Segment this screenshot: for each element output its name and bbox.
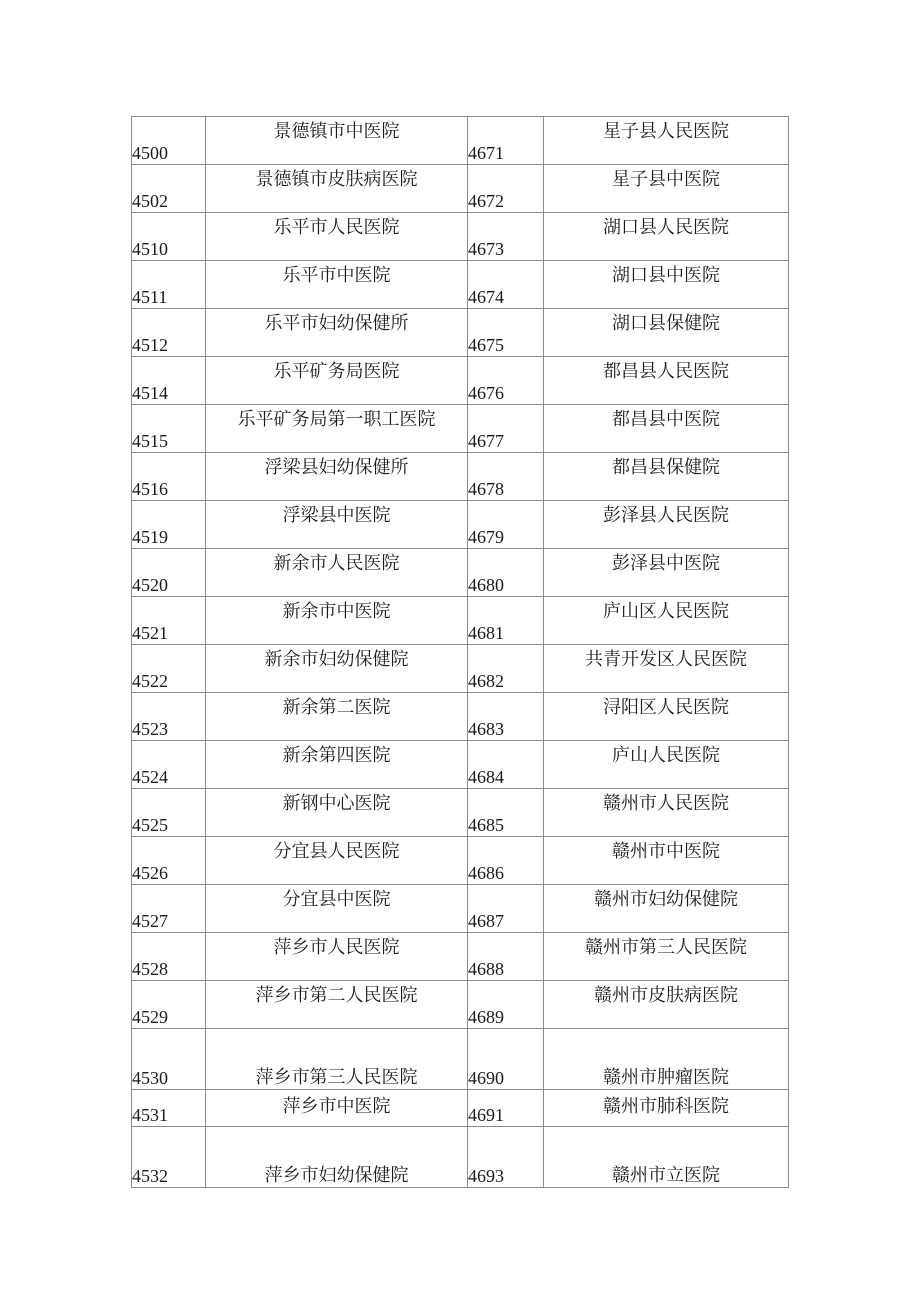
hospital-code: 4520 <box>132 549 206 597</box>
hospital-name: 景德镇市皮肤病医院 <box>206 165 468 213</box>
table-row <box>132 261 789 309</box>
table-body <box>132 117 789 1188</box>
hospital-name: 赣州市妇幼保健院 <box>544 885 789 933</box>
hospital-name: 分宜县人民医院 <box>206 837 468 885</box>
hospital-name: 共青开发区人民医院 <box>544 645 789 693</box>
table-row <box>132 933 789 981</box>
hospital-name: 景德镇市中医院 <box>206 117 468 165</box>
table-row <box>132 1090 789 1127</box>
hospital-name: 萍乡市第二人民医院 <box>206 981 468 1029</box>
table-row <box>132 597 789 645</box>
hospital-code-table <box>131 116 789 1188</box>
hospital-name: 分宜县中医院 <box>206 885 468 933</box>
hospital-code: 4522 <box>132 645 206 693</box>
table-row <box>132 357 789 405</box>
hospital-name: 新余第四医院 <box>206 741 468 789</box>
hospital-code: 4687 <box>468 885 544 933</box>
hospital-name: 浔阳区人民医院 <box>544 693 789 741</box>
hospital-code: 4679 <box>468 501 544 549</box>
hospital-code: 4527 <box>132 885 206 933</box>
table-row <box>132 165 789 213</box>
table-row <box>132 405 789 453</box>
table-row <box>132 741 789 789</box>
hospital-code: 4681 <box>468 597 544 645</box>
hospital-name: 新余第二医院 <box>206 693 468 741</box>
hospital-code: 4690 <box>468 1029 544 1090</box>
table-row <box>132 885 789 933</box>
hospital-code: 4689 <box>468 981 544 1029</box>
hospital-name: 庐山区人民医院 <box>544 597 789 645</box>
hospital-code: 4511 <box>132 261 206 309</box>
hospital-name: 乐平矿务局医院 <box>206 357 468 405</box>
hospital-name: 新余市妇幼保健院 <box>206 645 468 693</box>
hospital-code: 4521 <box>132 597 206 645</box>
hospital-code: 4684 <box>468 741 544 789</box>
hospital-code: 4526 <box>132 837 206 885</box>
hospital-code: 4686 <box>468 837 544 885</box>
hospital-name: 赣州市立医院 <box>544 1127 789 1188</box>
hospital-code: 4674 <box>468 261 544 309</box>
table-row <box>132 693 789 741</box>
hospital-code: 4528 <box>132 933 206 981</box>
table-row <box>132 213 789 261</box>
hospital-code: 4514 <box>132 357 206 405</box>
hospital-code: 4524 <box>132 741 206 789</box>
hospital-name: 乐平市人民医院 <box>206 213 468 261</box>
hospital-name: 新余市中医院 <box>206 597 468 645</box>
hospital-name: 湖口县中医院 <box>544 261 789 309</box>
hospital-name: 庐山人民医院 <box>544 741 789 789</box>
table-row <box>132 1029 789 1090</box>
hospital-code: 4693 <box>468 1127 544 1188</box>
hospital-code: 4500 <box>132 117 206 165</box>
hospital-name: 湖口县保健院 <box>544 309 789 357</box>
table-row <box>132 645 789 693</box>
hospital-code: 4678 <box>468 453 544 501</box>
hospital-code: 4529 <box>132 981 206 1029</box>
hospital-name: 星子县中医院 <box>544 165 789 213</box>
hospital-code: 4523 <box>132 693 206 741</box>
hospital-name: 彭泽县中医院 <box>544 549 789 597</box>
hospital-name: 浮梁县妇幼保健所 <box>206 453 468 501</box>
hospital-code: 4532 <box>132 1127 206 1188</box>
hospital-name: 萍乡市人民医院 <box>206 933 468 981</box>
table-row <box>132 837 789 885</box>
hospital-code: 4685 <box>468 789 544 837</box>
hospital-code: 4531 <box>132 1090 206 1127</box>
hospital-code: 4691 <box>468 1090 544 1127</box>
table-row <box>132 453 789 501</box>
hospital-name: 都昌县人民医院 <box>544 357 789 405</box>
hospital-code: 4510 <box>132 213 206 261</box>
hospital-code: 4677 <box>468 405 544 453</box>
hospital-name: 赣州市人民医院 <box>544 789 789 837</box>
hospital-name: 乐平市妇幼保健所 <box>206 309 468 357</box>
hospital-code: 4682 <box>468 645 544 693</box>
hospital-name: 新余市人民医院 <box>206 549 468 597</box>
hospital-name: 都昌县保健院 <box>544 453 789 501</box>
hospital-code: 4683 <box>468 693 544 741</box>
hospital-code: 4671 <box>468 117 544 165</box>
table-row <box>132 501 789 549</box>
table-row <box>132 1127 789 1188</box>
hospital-code: 4672 <box>468 165 544 213</box>
table-row <box>132 549 789 597</box>
hospital-name: 赣州市中医院 <box>544 837 789 885</box>
hospital-code: 4676 <box>468 357 544 405</box>
hospital-code: 4519 <box>132 501 206 549</box>
hospital-code: 4525 <box>132 789 206 837</box>
hospital-name: 萍乡市中医院 <box>206 1090 468 1127</box>
hospital-name: 新钢中心医院 <box>206 789 468 837</box>
hospital-code: 4680 <box>468 549 544 597</box>
hospital-code: 4512 <box>132 309 206 357</box>
table-row <box>132 309 789 357</box>
hospital-code: 4502 <box>132 165 206 213</box>
hospital-name: 赣州市皮肤病医院 <box>544 981 789 1029</box>
hospital-name: 都昌县中医院 <box>544 405 789 453</box>
hospital-name: 赣州市第三人民医院 <box>544 933 789 981</box>
hospital-name: 星子县人民医院 <box>544 117 789 165</box>
hospital-name: 乐平市中医院 <box>206 261 468 309</box>
table-row <box>132 789 789 837</box>
hospital-name: 乐平矿务局第一职工医院 <box>206 405 468 453</box>
hospital-name: 湖口县人民医院 <box>544 213 789 261</box>
hospital-name: 赣州市肿瘤医院 <box>544 1029 789 1090</box>
hospital-name: 彭泽县人民医院 <box>544 501 789 549</box>
hospital-name: 赣州市肺科医院 <box>544 1090 789 1127</box>
hospital-name: 萍乡市第三人民医院 <box>206 1029 468 1090</box>
hospital-code: 4516 <box>132 453 206 501</box>
hospital-code: 4515 <box>132 405 206 453</box>
hospital-code: 4688 <box>468 933 544 981</box>
hospital-code: 4673 <box>468 213 544 261</box>
table-row <box>132 117 789 165</box>
hospital-name: 萍乡市妇幼保健院 <box>206 1127 468 1188</box>
hospital-code: 4675 <box>468 309 544 357</box>
hospital-name: 浮梁县中医院 <box>206 501 468 549</box>
hospital-code: 4530 <box>132 1029 206 1090</box>
table-row <box>132 981 789 1029</box>
